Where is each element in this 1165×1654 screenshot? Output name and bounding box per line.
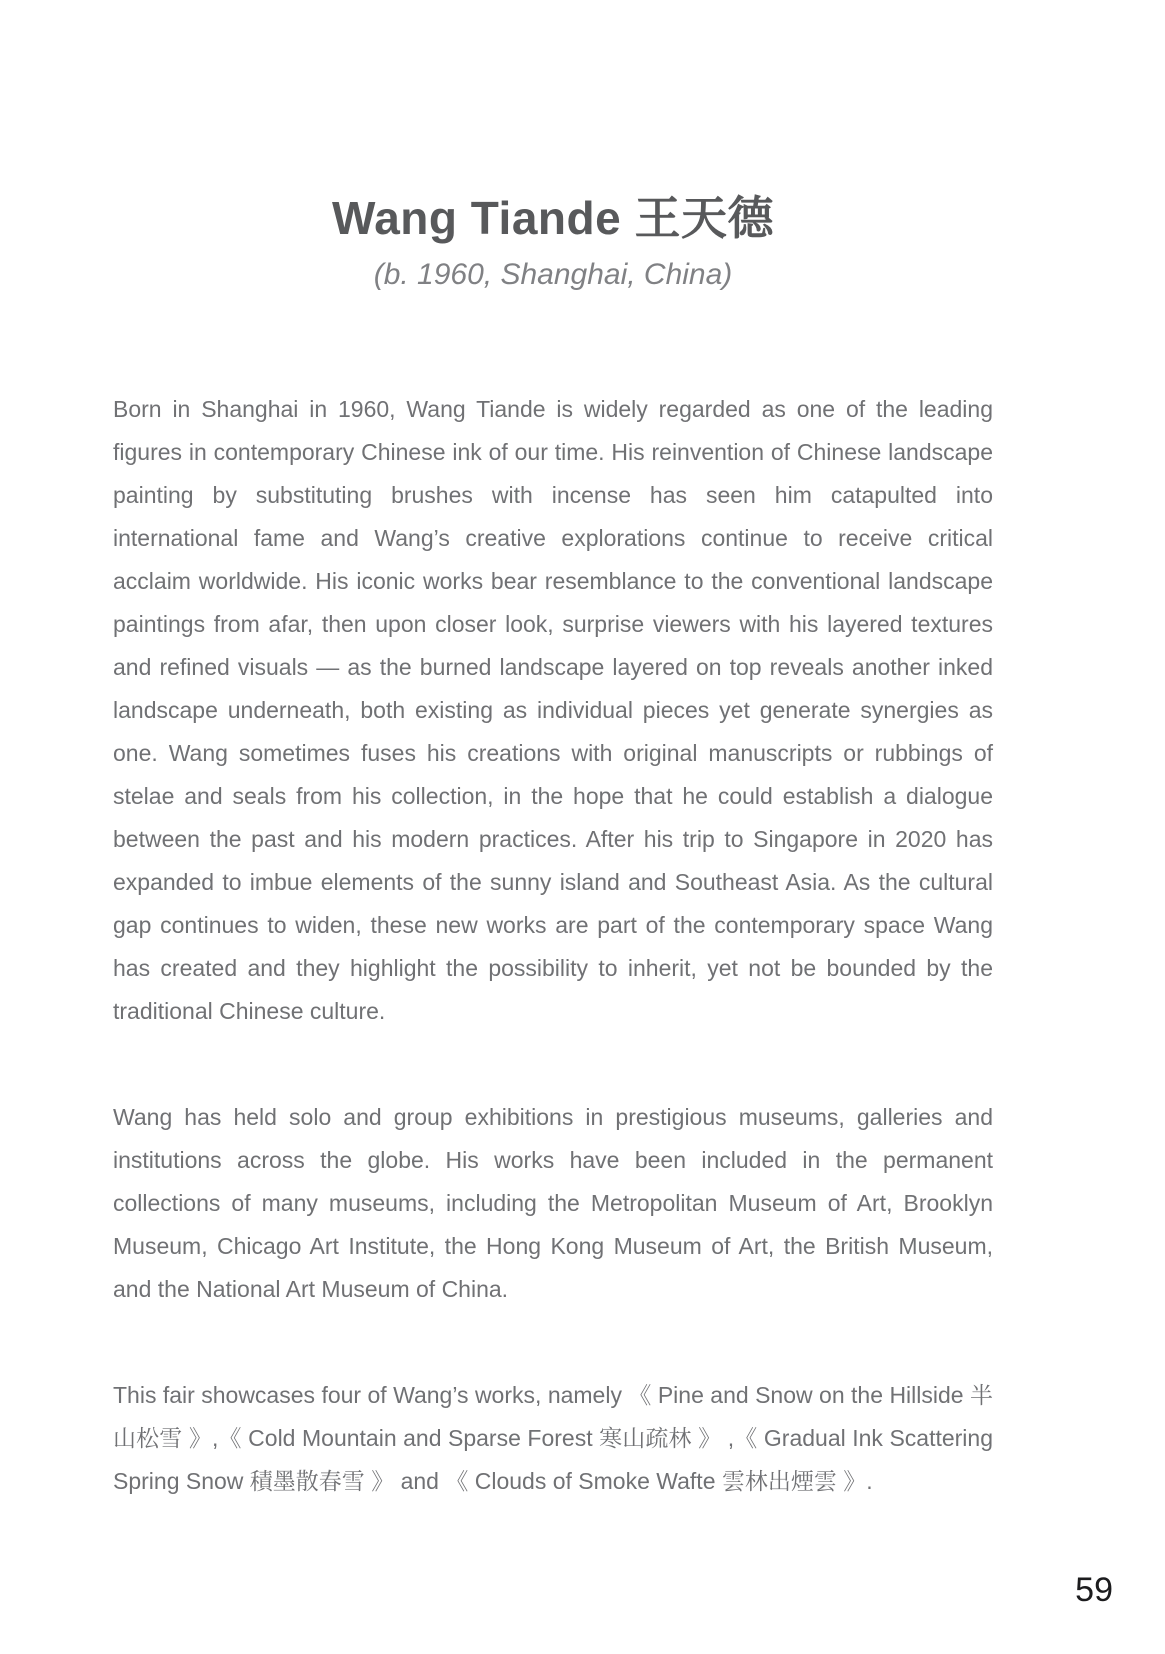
paragraph-fair-works: This fair showcases four of Wang’s works, namely 《 Pine and Snow on the Hillside 半山松雪 》,《 Cold Mountain and Sparse Forest 寒山疏林 》 ,《 Gradual Ink Scattering Spring Snow 積墨散春雪 》 and 《 Clouds of Smoke Wafte 雲林出煙雲 》. [113, 1382, 993, 1494]
paragraph-exhibitions: Wang has held solo and group exhibitions in prestigious museums, galleries and institutions across the globe. His works have been included in the permanent collections of many museums, including the Metropolitan Museum of Art, Brooklyn Museum, Chicago Art Institute, the Hong Kong Museum of Art, the British Museum, and the National Art Museum of China. [113, 1104, 993, 1302]
page-subtitle: (b. 1960, Shanghai, China) [373, 258, 733, 291]
page-title: Wang Tiande 王天德 [332, 192, 774, 244]
biography-text [113, 388, 993, 1503]
artist-header [113, 0, 993, 292]
paragraph-artist-biography: Born in Shanghai in 1960, Wang Tiande is widely regarded as one of the leading figures in contemporary Chinese ink of our time. His reinvention of Chinese landscape painting by substituting brushes with incense has seen him catapulted into international fame and Wang’s creative explorations continue to receive critical acclaim worldwide. His iconic works bear resemblance to the conventional landscape paintings from afar, then upon closer look, surprise viewers with his layered textures and refined visuals — as the burned landscape layered on top reveals another inked landscape underneath, both existing as individual pieces yet generate synergies as one. Wang sometimes fuses his creations with original manuscripts or rubbings of stelae and seals from his collection, in the hope that he could establish a dialogue between the past and his modern practices. After his trip to Singapore in 2020 has expanded to imbue elements of the sunny island and Southeast Asia. As the cultural gap continues to widen, these new works are part of the contemporary space Wang has created and they highlight the possibility to inherit, yet not be bounded by the traditional Chinese culture. [113, 396, 993, 1024]
page-number: 59 [1075, 1571, 1113, 1609]
